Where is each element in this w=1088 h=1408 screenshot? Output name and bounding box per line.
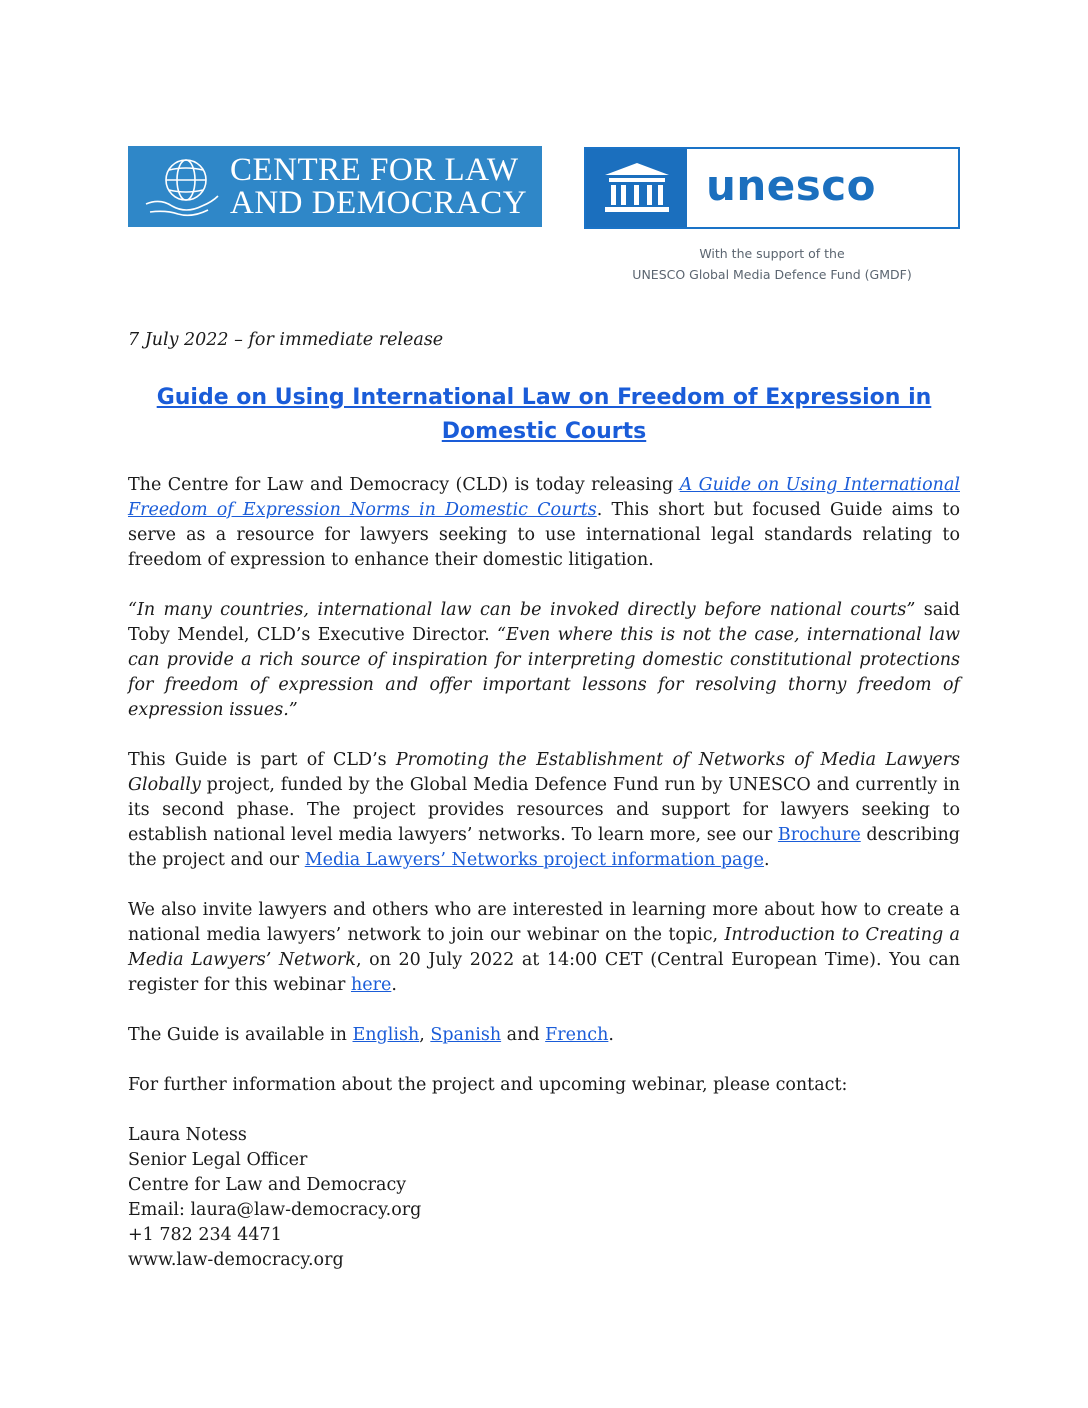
spanish-link[interactable]: Spanish bbox=[430, 1025, 502, 1045]
p3-text-middle: project, funded by the Global Media Defence Fund run by UNESCO and currently in its second phase. The project provides resources and support for lawyers seeking to establish national level media lawyers’ networks. To learn more, see our bbox=[128, 775, 960, 845]
p1-text-after: . This short but focused Guide aims to serve as a resource for lawyers seeking to use international legal standards relating to freedom of expression to enhance their domestic litigation. bbox=[128, 500, 960, 570]
unesco-wordmark: unesco bbox=[706, 161, 877, 210]
paragraph-contact-intro: For further information about the project and upcoming webinar, please contact: bbox=[128, 1075, 848, 1095]
contact-org: Centre for Law and Democracy bbox=[128, 1175, 407, 1195]
contact-website: www.law-democracy.org bbox=[128, 1250, 344, 1270]
p3-text-end: . bbox=[764, 850, 770, 870]
paragraph-quote bbox=[128, 598, 960, 723]
contact-email: Email: laura@law-democracy.org bbox=[128, 1200, 422, 1220]
cld-line1: CENTRE FOR LAW bbox=[230, 152, 519, 188]
p1-text-before: The Centre for Law and Democracy (CLD) is today releasing bbox=[128, 475, 680, 495]
quote-attribution: said Toby Mendel, CLD’s Executive Director. bbox=[128, 600, 960, 645]
press-release-title[interactable] bbox=[128, 381, 960, 449]
p4-text-middle: , on 20 July 2022 at 14:00 CET (Central European Time). You can register for this webinar bbox=[128, 950, 960, 995]
guide-link[interactable]: A Guide on Using International Freedom of Expression Norms in Domestic Courts bbox=[128, 475, 960, 520]
support-line1: With the support of the bbox=[699, 246, 845, 261]
p3-text-between: describing the project and our bbox=[128, 825, 960, 870]
contact-role: Senior Legal Officer bbox=[128, 1150, 308, 1170]
title-line2[interactable]: Domestic Courts bbox=[441, 419, 647, 444]
support-line2: UNESCO Global Media Defence Fund (GMDF) bbox=[632, 267, 912, 282]
paragraph-intro bbox=[128, 473, 960, 573]
p3-text-before: This Guide is part of CLD’s bbox=[128, 750, 396, 770]
webinar-title: Introduction to Creating a Media Lawyers’ Network bbox=[128, 925, 960, 970]
p5-and: and bbox=[501, 1025, 546, 1045]
register-here-link[interactable]: here bbox=[350, 975, 392, 995]
temple-icon bbox=[605, 163, 669, 213]
contact-name: Laura Notess bbox=[128, 1125, 247, 1145]
p4-text-before: We also invite lawyers and others who are interested in learning more about how to create a national media lawyers’ network to join our webinar on the topic, bbox=[128, 900, 960, 945]
p5-text-before: The Guide is available in bbox=[128, 1025, 353, 1045]
quote-part1: “In many countries, international law can be invoked directly before national courts” bbox=[128, 600, 916, 620]
cld-logo bbox=[128, 146, 542, 227]
globe-in-hands-icon bbox=[142, 152, 222, 222]
p4-text-end: . bbox=[391, 975, 397, 995]
paragraph-webinar bbox=[128, 898, 960, 998]
p5-comma: , bbox=[419, 1025, 431, 1045]
contact-block bbox=[128, 1123, 421, 1273]
paragraph-project bbox=[128, 748, 960, 873]
project-name: Promoting the Establishment of Networks of Media Lawyers Globally bbox=[128, 750, 960, 795]
contact-phone: +1 782 234 4471 bbox=[128, 1225, 282, 1245]
cld-wordmark bbox=[230, 154, 527, 220]
paragraph-languages bbox=[128, 1023, 960, 1048]
quote-part2: “Even where this is not the case, international law can provide a rich source of inspiration for interpreting domestic constitutional protections for freedom of expression and offer important lessons for resolving thorny freedom of expression issues.” bbox=[128, 625, 960, 720]
networks-page-link[interactable]: Media Lawyers’ Networks project information page bbox=[304, 850, 765, 870]
p5-end: . bbox=[608, 1025, 614, 1045]
english-link[interactable]: English bbox=[352, 1025, 420, 1045]
unesco-emblem bbox=[586, 149, 687, 227]
unesco-logo bbox=[584, 147, 960, 229]
title-line1[interactable]: Guide on Using International Law on Freedom of Expression in bbox=[156, 385, 932, 410]
cld-line2: AND DEMOCRACY bbox=[230, 185, 528, 221]
french-link[interactable]: French bbox=[545, 1025, 609, 1045]
release-date: 7 July 2022 – for immediate release bbox=[128, 330, 444, 350]
brochure-link[interactable]: Brochure bbox=[777, 825, 861, 845]
support-caption bbox=[584, 243, 960, 285]
